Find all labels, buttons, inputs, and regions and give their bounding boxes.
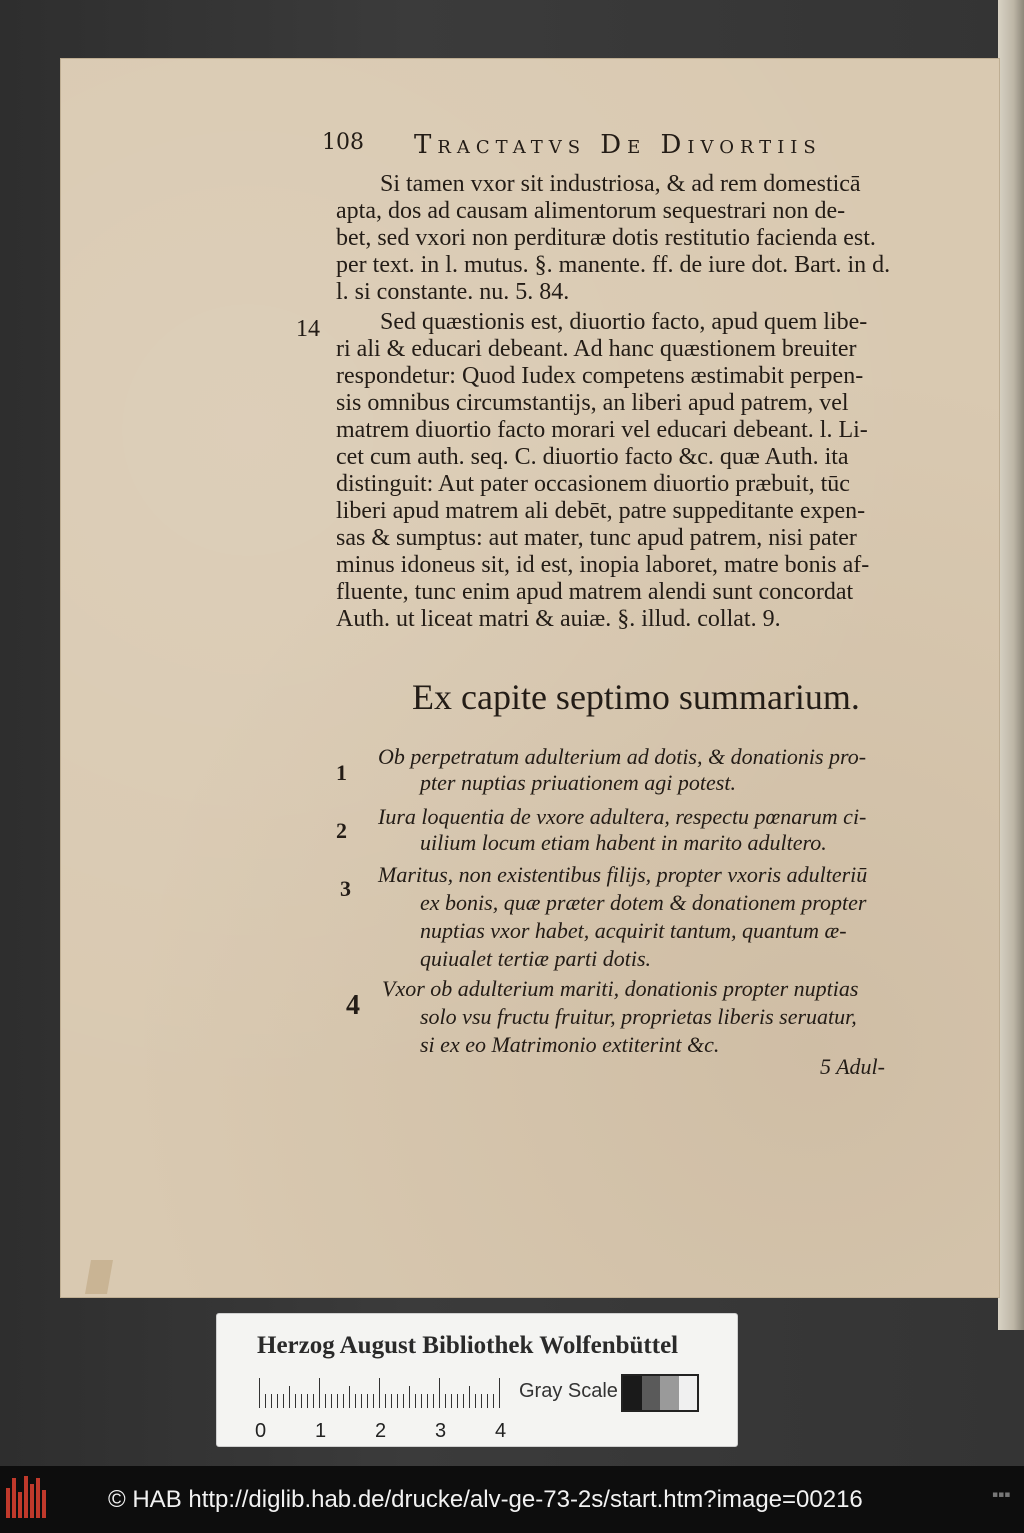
- logo-bar: [12, 1478, 16, 1518]
- summary-line: ex bonis, quæ præter dotem & donationem propter: [420, 890, 867, 915]
- summary-number: 1: [336, 760, 347, 785]
- body-line: liberi apud matrem ali debēt, patre suppeditante expen-: [336, 498, 866, 524]
- ruler-tick: [439, 1378, 440, 1408]
- ruler-tick: [349, 1386, 350, 1408]
- footer-bar: [0, 1466, 1024, 1533]
- ruler-tick: [289, 1386, 290, 1408]
- catchword: 5 Adul-: [820, 1054, 885, 1079]
- logo-bar: [36, 1478, 40, 1518]
- ruler-tick: [403, 1394, 404, 1408]
- summary-line: nuptias vxor habet, acquirit tantum, quantum æ-: [420, 918, 847, 943]
- hab-barcode-logo-icon: [6, 1476, 46, 1518]
- ruler-tick: [409, 1386, 410, 1408]
- summary-line: uilium locum etiam habent in marito adultero.: [420, 830, 827, 855]
- ruler-number: 4: [495, 1420, 507, 1442]
- body-line: Si tamen vxor sit industriosa, & ad rem domesticā: [380, 171, 861, 197]
- ruler-tick: [469, 1386, 470, 1408]
- ruler-number: 0: [255, 1420, 267, 1442]
- ruler-tick: [493, 1394, 494, 1408]
- ruler-tick: [361, 1394, 362, 1408]
- ruler-tick: [307, 1394, 308, 1408]
- ruler-tick: [463, 1394, 464, 1408]
- ruler-tick: [259, 1378, 260, 1408]
- ruler-number: 2: [375, 1420, 387, 1442]
- margin-number: 14: [296, 316, 320, 342]
- ruler-tick: [337, 1394, 338, 1408]
- ruler-tick: [427, 1394, 428, 1408]
- ruler-tick: [421, 1394, 422, 1408]
- ruler-tick: [445, 1394, 446, 1408]
- body-line: apta, dos ad causam alimentorum sequestrari non de-: [336, 198, 846, 224]
- library-label-card: [216, 1313, 738, 1447]
- body-line: respondetur: Quod Iudex competens æstimabit perpen-: [336, 363, 864, 389]
- logo-bar: [30, 1484, 34, 1518]
- summary-number: 2: [336, 818, 347, 843]
- ruler-number: 1: [315, 1420, 327, 1442]
- running-title: Tractatvs De Divortiis: [414, 130, 822, 160]
- gray-swatch: [623, 1376, 642, 1410]
- ruler-tick: [283, 1394, 284, 1408]
- ruler-tick: [385, 1394, 386, 1408]
- gray-swatch: [679, 1376, 698, 1410]
- ruler-number: 3: [435, 1420, 447, 1442]
- copyright-url[interactable]: © HAB http://diglib.hab.de/drucke/alv-ge-73-2s/start.htm?image=00216: [108, 1486, 863, 1513]
- summary-number: 3: [340, 876, 351, 901]
- body-line: Auth. ut liceat matri & auiæ. §. illud. collat. 9.: [336, 606, 781, 632]
- ruler-tick: [433, 1394, 434, 1408]
- logo-bar: [42, 1490, 46, 1518]
- summary-line: quiualet tertiæ parti dotis.: [420, 946, 652, 971]
- gray-swatch: [642, 1376, 661, 1410]
- page-number: 108: [322, 130, 364, 155]
- summary-line: si ex eo Matrimonio extiterint &c.: [420, 1032, 720, 1057]
- summary-line: solo vsu fructu fruitur, proprietas liberis seruatur,: [420, 1004, 857, 1029]
- ruler-tick: [343, 1394, 344, 1408]
- ruler-tick: [457, 1394, 458, 1408]
- body-line: ri ali & educari debeant. Ad hanc quæstionem breuiter: [336, 336, 857, 362]
- section-heading: Ex capite septimo summarium.: [412, 677, 860, 717]
- ruler-tick: [277, 1394, 278, 1408]
- ruler-tick: [415, 1394, 416, 1408]
- body-line: matrem diuortio facto morari vel educari debeant. l. Li-: [336, 417, 868, 443]
- gray-scale-label: Gray Scale: [519, 1380, 618, 1402]
- body-line: minus idoneus sit, id est, inopia laboret, matre bonis af-: [336, 552, 870, 578]
- logo-bar: [24, 1476, 28, 1518]
- body-line: bet, sed vxori non perdituræ dotis restitutio facienda est.: [336, 225, 876, 251]
- ruler-tick: [265, 1394, 266, 1408]
- ruler-tick: [355, 1394, 356, 1408]
- ruler-tick: [319, 1378, 320, 1408]
- body-line: cet cum auth. seq. C. diuortio facto &c. quæ Auth. ita: [336, 444, 849, 470]
- library-name: Herzog August Bibliothek Wolfenbüttel: [257, 1332, 679, 1359]
- ruler-tick: [397, 1394, 398, 1408]
- ruler-tick: [487, 1394, 488, 1408]
- scale-ruler: [259, 1376, 507, 1416]
- ruler-tick: [367, 1394, 368, 1408]
- summary-line: Vxor ob adulterium mariti, donationis propter nuptias: [382, 976, 859, 1001]
- summary-number: 4: [346, 990, 360, 1021]
- body-line: Sed quæstionis est, diuortio facto, apud quem libe-: [380, 309, 868, 335]
- summary-line: Ob perpetratum adulterium ad dotis, & donationis pro-: [378, 744, 867, 769]
- body-line: l. si constante. nu. 5. 84.: [336, 279, 570, 305]
- summary-line: pter nuptias priuationem agi potest.: [420, 770, 736, 795]
- logo-bar: [18, 1492, 22, 1518]
- facing-page-edge: [998, 0, 1024, 1330]
- ruler-tick: [499, 1378, 500, 1408]
- ruler-tick: [313, 1394, 314, 1408]
- ruler-tick: [481, 1394, 482, 1408]
- summary-line: Iura loquentia de vxore adultera, respectu pœnarum ci-: [378, 804, 867, 829]
- logo-bar: [6, 1488, 10, 1518]
- gray-scale-bar: [621, 1374, 699, 1412]
- ruler-tick: [373, 1394, 374, 1408]
- ruler-tick: [271, 1394, 272, 1408]
- ruler-tick: [379, 1378, 380, 1408]
- ruler-tick: [295, 1394, 296, 1408]
- corner-mark-icon: ▪▪▪: [992, 1490, 1011, 1500]
- ruler-tick: [301, 1394, 302, 1408]
- body-line: distinguit: Aut pater occasionem diuortio præbuit, tūc: [336, 471, 850, 497]
- body-line: sas & sumptus: aut mater, tunc apud patrem, nisi pater: [336, 525, 857, 551]
- body-line: fluente, tunc enim apud matrem alendi sunt concordat: [336, 579, 854, 605]
- ruler-tick: [451, 1394, 452, 1408]
- body-line: sis omnibus circumstantijs, an liberi apud patrem, vel: [336, 390, 849, 416]
- body-line: per text. in l. mutus. §. manente. ff. de iure dot. Bart. in d.: [336, 252, 891, 278]
- running-head: [322, 130, 832, 164]
- summary-line: Maritus, non existentibus filijs, propter vxoris adulteriū: [378, 862, 868, 887]
- ruler-tick: [391, 1394, 392, 1408]
- gray-swatch: [660, 1376, 679, 1410]
- ruler-tick: [325, 1394, 326, 1408]
- ruler-tick: [331, 1394, 332, 1408]
- ruler-tick: [475, 1394, 476, 1408]
